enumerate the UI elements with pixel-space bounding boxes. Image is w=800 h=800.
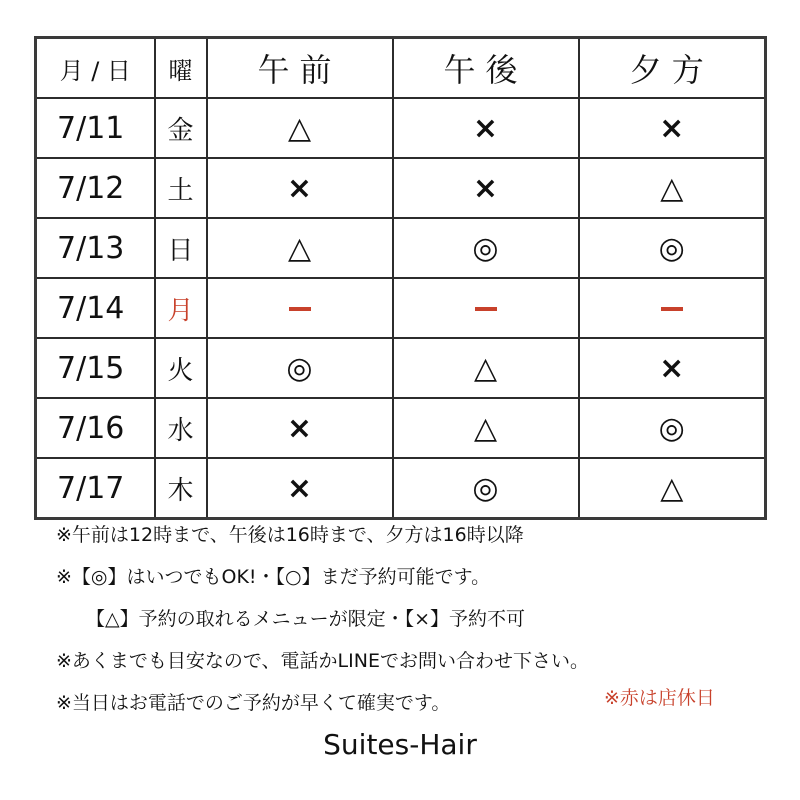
availability-afternoon xyxy=(393,98,579,158)
availability-afternoon xyxy=(393,158,579,218)
schedule-table-container xyxy=(34,36,764,514)
closed-dash-icon xyxy=(289,307,311,311)
row-day-of-week: 月 xyxy=(155,278,207,338)
header-morning: 午前 xyxy=(207,38,393,99)
availability-evening xyxy=(579,278,766,338)
note-legend-limited: 【△】予約の取れるメニューが限定・【×】予約不可 xyxy=(86,608,526,630)
cross-unavailable-icon: × xyxy=(286,170,313,206)
double-circle-available-icon: ◎ xyxy=(658,410,685,446)
double-circle-available-icon: ◎ xyxy=(472,470,499,506)
header-afternoon: 午後 xyxy=(393,38,579,99)
row-day-of-week: 火 xyxy=(155,338,207,398)
availability-morning xyxy=(207,338,393,398)
cross-unavailable-icon: × xyxy=(472,170,499,206)
availability-morning xyxy=(207,458,393,519)
note-time-definitions: ※午前は12時まで、午後は16時まで、夕方は16時以降 xyxy=(56,524,524,546)
header-day-of-week: 曜 xyxy=(155,38,207,99)
triangle-limited-icon: △ xyxy=(473,350,498,386)
cross-unavailable-icon: × xyxy=(286,470,313,506)
note-same-day: ※当日はお電話でのご予約が早くて確実です。 xyxy=(56,692,451,714)
availability-evening xyxy=(579,98,766,158)
triangle-limited-icon: △ xyxy=(473,410,498,446)
cross-unavailable-icon: × xyxy=(472,110,499,146)
row-date: 7/16 xyxy=(36,398,155,458)
shop-name: Suites-Hair xyxy=(323,728,477,761)
availability-morning xyxy=(207,398,393,458)
reservation-schedule-table xyxy=(34,36,767,520)
availability-afternoon xyxy=(393,458,579,519)
table-row xyxy=(36,398,766,458)
table-row xyxy=(36,218,766,278)
row-date: 7/13 xyxy=(36,218,155,278)
table-row xyxy=(36,338,766,398)
availability-evening xyxy=(579,218,766,278)
availability-afternoon xyxy=(393,398,579,458)
availability-evening xyxy=(579,338,766,398)
double-circle-available-icon: ◎ xyxy=(472,230,499,266)
cross-unavailable-icon: × xyxy=(286,410,313,446)
availability-afternoon xyxy=(393,278,579,338)
row-day-of-week: 金 xyxy=(155,98,207,158)
availability-morning xyxy=(207,278,393,338)
row-day-of-week: 日 xyxy=(155,218,207,278)
availability-morning xyxy=(207,98,393,158)
triangle-limited-icon: △ xyxy=(660,170,684,206)
triangle-limited-icon: △ xyxy=(287,230,312,266)
row-date: 7/15 xyxy=(36,338,155,398)
closed-dash-icon xyxy=(475,307,497,311)
cross-unavailable-icon: × xyxy=(659,110,685,146)
row-date: 7/12 xyxy=(36,158,155,218)
cross-unavailable-icon: × xyxy=(659,350,685,386)
row-day-of-week: 土 xyxy=(155,158,207,218)
row-date: 7/17 xyxy=(36,458,155,519)
availability-evening xyxy=(579,458,766,519)
availability-morning xyxy=(207,158,393,218)
availability-evening xyxy=(579,158,766,218)
availability-morning xyxy=(207,218,393,278)
header-date: 月 / 日 xyxy=(36,38,155,99)
closed-day-note: ※赤は店休日 xyxy=(604,687,715,709)
triangle-limited-icon: △ xyxy=(287,110,312,146)
availability-afternoon xyxy=(393,338,579,398)
header-row xyxy=(36,38,766,99)
row-date: 7/11 xyxy=(36,98,155,158)
row-day-of-week: 木 xyxy=(155,458,207,519)
table-row xyxy=(36,278,766,338)
table-row xyxy=(36,158,766,218)
availability-evening xyxy=(579,398,766,458)
table-row xyxy=(36,458,766,519)
double-circle-available-icon: ◎ xyxy=(658,230,685,266)
row-date: 7/14 xyxy=(36,278,155,338)
note-contact: ※あくまでも目安なので、電話かLINEでお問い合わせ下さい。 xyxy=(56,650,589,672)
row-day-of-week: 水 xyxy=(155,398,207,458)
note-legend-available: ※【◎】はいつでもOK!・【○】まだ予約可能です。 xyxy=(56,566,491,588)
header-evening: 夕方 xyxy=(579,38,766,99)
double-circle-available-icon: ◎ xyxy=(286,350,313,386)
availability-afternoon xyxy=(393,218,579,278)
table-row xyxy=(36,98,766,158)
triangle-limited-icon: △ xyxy=(660,470,684,506)
closed-dash-icon xyxy=(661,307,683,311)
